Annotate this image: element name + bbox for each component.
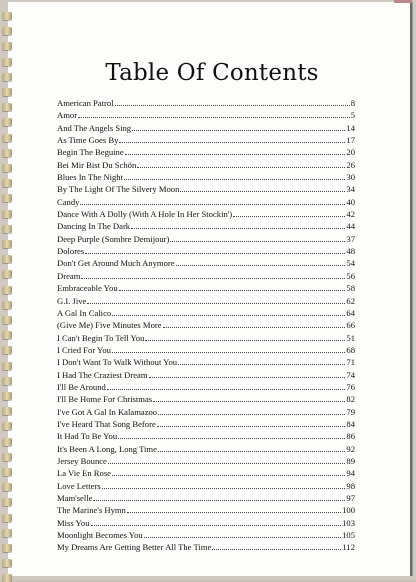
dot-leader (87, 303, 345, 304)
toc-entry-title: By The Light Of The Silvery Moon (57, 184, 180, 195)
toc-entry-page-number: 54 (346, 258, 355, 269)
toc-entry-page-number: 66 (346, 320, 355, 331)
toc-entry (57, 319, 355, 331)
toc-entry (57, 467, 355, 479)
binding-ring (2, 574, 12, 582)
binding-ring (2, 438, 12, 446)
toc-entry-title: Dolores (57, 246, 85, 257)
toc-entry-title: Bei Mir Bist Du Schön (57, 159, 137, 170)
toc-entry (57, 307, 355, 319)
toc-entry-title: The Marine's Hymn (57, 505, 126, 516)
binding-ring (2, 407, 12, 415)
spiral-binding (0, 0, 14, 580)
toc-entry-title: Dancing In The Dark (57, 221, 131, 232)
binding-ring (2, 12, 12, 20)
dot-leader (144, 537, 341, 538)
toc-entry (57, 257, 355, 269)
toc-entry-page-number: 26 (346, 159, 355, 170)
toc-entry-title: Don't Get Around Much Anymore (57, 258, 175, 269)
binding-ring (2, 103, 12, 111)
toc-entry-page-number: 37 (346, 233, 355, 244)
binding-ring (2, 346, 12, 354)
toc-entry-title: La Vie En Rose (57, 468, 111, 479)
table-of-contents-list (57, 97, 355, 554)
toc-entry-page-number: 100 (342, 505, 355, 516)
dot-leader (93, 500, 345, 501)
toc-entry-title: Amor (57, 110, 78, 121)
dot-leader (178, 364, 345, 365)
binding-ring (2, 225, 12, 233)
toc-entry-title: G.I. Jive (57, 295, 87, 306)
toc-entry-title: Deep Purple (Sombre Demijour) (57, 233, 170, 244)
toc-entry-page-number: 5 (350, 110, 355, 121)
toc-entry (57, 455, 355, 467)
toc-entry-title: Jersey Bounce (57, 455, 107, 466)
toc-entry (57, 109, 355, 121)
toc-entry-page-number: 40 (346, 196, 355, 207)
toc-entry-title: A Gal In Calico (57, 307, 112, 318)
toc-entry-page-number: 58 (346, 283, 355, 294)
binding-ring (2, 316, 12, 324)
toc-entry-page-number: 84 (346, 418, 355, 429)
binding-ring (2, 286, 12, 294)
toc-entry-page-number: 86 (346, 431, 355, 442)
dot-leader (119, 290, 346, 291)
toc-entry (57, 295, 355, 307)
toc-entry (57, 332, 355, 344)
toc-entry-page-number: 14 (346, 122, 355, 133)
binding-ring (2, 27, 12, 35)
toc-entry (57, 504, 355, 516)
toc-entry (57, 196, 355, 208)
toc-entry-title: It's Been A Long, Long Time (57, 443, 157, 454)
toc-entry (57, 208, 355, 220)
dot-leader (107, 389, 346, 390)
dot-leader (163, 327, 346, 328)
toc-entry (57, 480, 355, 492)
binding-ring (2, 331, 12, 339)
toc-entry (57, 134, 355, 146)
binding-ring (2, 194, 12, 202)
toc-entry (57, 369, 355, 381)
toc-entry-page-number: 79 (346, 406, 355, 417)
toc-entry-title: Blues In The Night (57, 172, 123, 183)
binding-ring (2, 73, 12, 81)
dot-leader (170, 241, 345, 242)
dot-leader (145, 340, 345, 341)
toc-entry (57, 418, 355, 430)
binding-ring (2, 255, 12, 263)
toc-entry-page-number: 64 (346, 307, 355, 318)
binding-ring (2, 468, 12, 476)
dot-leader (115, 105, 350, 106)
binding-ring (2, 149, 12, 157)
toc-entry-title: My Dreams Are Getting Better All The Time (57, 542, 212, 553)
toc-entry-title: Mam'selle (57, 493, 93, 503)
toc-entry-page-number: 98 (346, 480, 355, 491)
dot-leader (112, 352, 345, 353)
dot-leader (132, 130, 345, 131)
toc-entry-page-number: 74 (346, 369, 355, 380)
toc-entry (57, 344, 355, 356)
toc-entry-title: And The Angels Sing (57, 122, 132, 133)
toc-entry-page-number: 76 (346, 381, 355, 392)
toc-entry (57, 282, 355, 294)
toc-entry-title: Embraceable You (57, 283, 118, 294)
toc-entry-page-number: 62 (346, 295, 355, 306)
toc-entry (57, 406, 355, 418)
toc-entry (57, 517, 355, 529)
toc-entry-page-number: 105 (342, 530, 355, 541)
dot-leader (131, 228, 345, 229)
toc-entry-title: I've Heard That Song Before (57, 418, 156, 429)
toc-entry (57, 443, 355, 455)
dot-leader (112, 315, 345, 316)
binding-ring (2, 270, 12, 278)
dot-leader (102, 488, 346, 489)
binding-ring (2, 544, 12, 552)
dot-leader (157, 426, 346, 427)
binding-ring (2, 210, 12, 218)
dot-leader (153, 401, 345, 402)
toc-entry-page-number: 17 (346, 135, 355, 146)
binding-ring (2, 514, 12, 522)
dot-leader (149, 377, 346, 378)
dot-leader (127, 512, 341, 513)
dot-leader (78, 117, 350, 118)
binding-ring (2, 118, 12, 126)
toc-entry-page-number: 20 (346, 147, 355, 158)
toc-entry-title: American Patrol (57, 98, 114, 108)
dot-leader (125, 154, 346, 155)
toc-entry-page-number: 68 (346, 344, 355, 355)
toc-entry-title: Begin The Beguine (57, 147, 124, 158)
dot-leader (180, 191, 345, 192)
toc-entry (57, 393, 355, 405)
page-edge-mark (394, 0, 412, 3)
binding-ring (2, 240, 12, 248)
toc-entry-title: I Don't Want To Walk Without You (57, 357, 178, 368)
dot-leader (158, 414, 345, 415)
toc-entry-title: It Had To Be You (57, 431, 118, 442)
toc-entry-title: I Can't Begin To Tell You (57, 332, 145, 343)
dot-leader (212, 549, 341, 550)
toc-entry-title: (Give Me) Five Minutes More (57, 320, 162, 331)
toc-entry-page-number: 56 (346, 270, 355, 281)
toc-entry-title: I'll Be Home For Christmas (57, 394, 153, 405)
toc-entry-title: As Time Goes By (57, 135, 119, 146)
binding-ring (2, 453, 12, 461)
toc-entry-title: Dream (57, 270, 81, 281)
dot-leader (119, 142, 345, 143)
toc-entry (57, 220, 355, 232)
toc-entry-page-number: 44 (346, 221, 355, 232)
binding-ring (2, 422, 12, 430)
binding-ring (2, 58, 12, 66)
toc-entry-title: I've Got A Gal In Kalamazoo (57, 406, 158, 417)
toc-entry-title: Love Letters (57, 480, 101, 491)
toc-entry (57, 492, 355, 504)
toc-entry (57, 541, 355, 553)
toc-entry-page-number: 92 (346, 443, 355, 454)
dot-leader (108, 463, 346, 464)
toc-entry-page-number: 112 (342, 542, 355, 553)
binding-ring (2, 42, 12, 50)
dot-leader (158, 451, 346, 452)
toc-entry-title: Dance With A Dolly (With A Hole In Her Stockin') (57, 209, 233, 220)
dot-leader (233, 216, 345, 217)
toc-entry-title: Moonlight Becomes You (57, 530, 143, 541)
toc-entry (57, 97, 355, 109)
toc-entry-page-number: 34 (346, 184, 355, 195)
toc-entry-page-number: 94 (346, 468, 355, 479)
toc-entry (57, 270, 355, 282)
dot-leader (91, 525, 342, 526)
toc-entry-page-number: 42 (346, 209, 355, 220)
binding-ring (2, 377, 12, 385)
binding-ring (2, 164, 12, 172)
toc-entry (57, 171, 355, 183)
binding-ring (2, 529, 12, 537)
binding-ring (2, 498, 12, 506)
binding-ring (2, 179, 12, 187)
toc-entry-page-number: 8 (350, 98, 355, 108)
toc-entry-title: I'll Be Around (57, 381, 106, 392)
toc-entry (57, 122, 355, 134)
dot-leader (85, 253, 345, 254)
toc-entry (57, 245, 355, 257)
dot-leader (118, 438, 345, 439)
toc-entry-page-number: 82 (346, 394, 355, 405)
toc-entry-page-number: 51 (346, 332, 355, 343)
dot-leader (81, 278, 345, 279)
toc-entry-page-number: 48 (346, 246, 355, 257)
dot-leader (80, 204, 345, 205)
binding-ring (2, 301, 12, 309)
binding-ring (2, 362, 12, 370)
toc-entry (57, 381, 355, 393)
binding-ring (2, 559, 12, 567)
dot-leader (137, 167, 345, 168)
binding-ring (2, 88, 12, 96)
toc-entry-page-number: 97 (346, 493, 355, 503)
toc-entry-page-number: 71 (346, 357, 355, 368)
toc-entry-page-number: 89 (346, 455, 355, 466)
toc-entry-title: Miss You (57, 517, 90, 528)
toc-entry-title: I Cried For You (57, 344, 111, 355)
dot-leader (112, 475, 345, 476)
toc-entry-title: Candy (57, 196, 80, 207)
toc-entry (57, 183, 355, 195)
toc-entry (57, 430, 355, 442)
toc-entry (57, 233, 355, 245)
toc-entry (57, 159, 355, 171)
page-title: Table Of Contents (105, 60, 319, 86)
toc-entry-title: I Had The Craziest Dream (57, 369, 148, 380)
binding-ring (2, 134, 12, 142)
toc-entry (57, 529, 355, 541)
toc-entry (57, 146, 355, 158)
toc-entry (57, 356, 355, 368)
binding-ring (2, 483, 12, 491)
toc-entry-page-number: 103 (342, 517, 355, 528)
dot-leader (124, 179, 345, 180)
binding-ring (2, 392, 12, 400)
dot-leader (176, 265, 346, 266)
toc-entry-page-number: 30 (346, 172, 355, 183)
